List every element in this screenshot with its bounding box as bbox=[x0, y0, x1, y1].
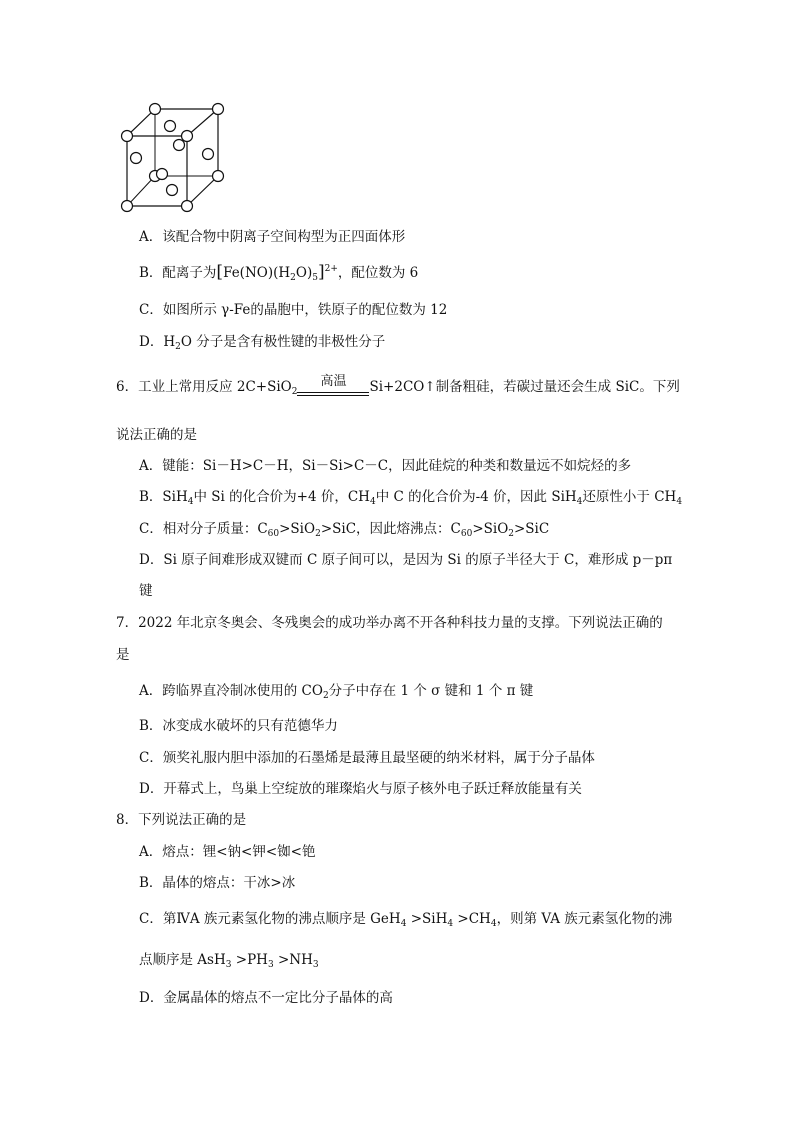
q8-option-a: A．熔点：锂<钠<钾<铷<铯 bbox=[139, 844, 316, 860]
q6-stem: 6．工业上常用反应 2C+SiO$_2$ 高温 Si+2CO↑制备粗硅，若碳过量还会生成 SiC。下列 bbox=[116, 374, 680, 397]
q8-option-c: C．第ⅣA 族元素氢化物的沸点顺序是 $GeH_4 >SiH_4 >CH_4$，则第 VA 族元素氢化物的沸 bbox=[139, 911, 673, 929]
q6-option-d-continued: 键 bbox=[139, 583, 153, 599]
q8-option-d: D．金属晶体的熔点不一定比分子晶体的高 bbox=[139, 990, 393, 1006]
fcc-unit-cell-figure bbox=[112, 98, 232, 216]
q6-option-a: A．键能：Si－H>C－H，Si－Si>C－C，因此硅烷的种类和数量远不如烷烃的多 bbox=[139, 458, 632, 474]
q5-option-b: B．配离子为$[Fe(NO)(H_2O)_5]^{2+}$，配位数为 6 bbox=[139, 262, 419, 283]
q5-option-a: A．该配合物中阴离子空间构型为正四面体形 bbox=[139, 229, 406, 245]
q7-stem: 7．2022 年北京冬奥会、冬残奥会的成功举办离不开各种科技力量的支撑。下列说法正确的 bbox=[116, 615, 663, 631]
q6-option-b: B．SiH$_4$中 Si 的化合价为+4 价，$CH_4$中 C 的化合价为-4 价，因此 SiH$_4$还原性小于 $CH_4$ bbox=[139, 489, 683, 507]
q6-option-d: D．Si 原子间难形成双键而 C 原子间可以，是因为 Si 的原子半径大于 C，难形成 p－pπ bbox=[139, 552, 673, 568]
q5-option-d: D．$H_2O$ 分子是含有极性键的非极性分子 bbox=[139, 334, 386, 352]
q7-option-a: A．跨临界直冷制冰使用的 $CO_2$分子中存在 1 个 σ 键和 1 个 π 键 bbox=[139, 683, 534, 701]
q8-option-c-continued: 点顺序是 $AsH_3 >PH_3 >NH_3$ bbox=[139, 952, 319, 970]
reaction-condition-arrow: 高温 bbox=[297, 383, 369, 397]
q7-option-c: C．颁奖礼服内胆中添加的石墨烯是最薄且最坚硬的纳米材料，属于分子晶体 bbox=[139, 750, 595, 766]
q6-stem-continued: 说法正确的是 bbox=[116, 427, 197, 443]
q8-stem: 8．下列说法正确的是 bbox=[116, 812, 247, 828]
q6-option-c: C．相对分子质量：$C_{60}>SiO_2>SiC$，因此熔沸点：$C_{60}>SiO_2>SiC$ bbox=[139, 521, 550, 539]
q5-option-c: C．如图所示 γ-Fe的晶胞中，铁原子的配位数为 12 bbox=[139, 302, 448, 318]
q7-option-d: D．开幕式上，鸟巢上空绽放的璀璨焰火与原子核外电子跃迁释放能量有关 bbox=[139, 781, 582, 797]
q7-stem-continued: 是 bbox=[116, 647, 130, 663]
q8-option-b: B．晶体的熔点：干冰>冰 bbox=[139, 875, 296, 891]
q7-option-b: B．冰变成水破坏的只有范德华力 bbox=[139, 718, 338, 734]
